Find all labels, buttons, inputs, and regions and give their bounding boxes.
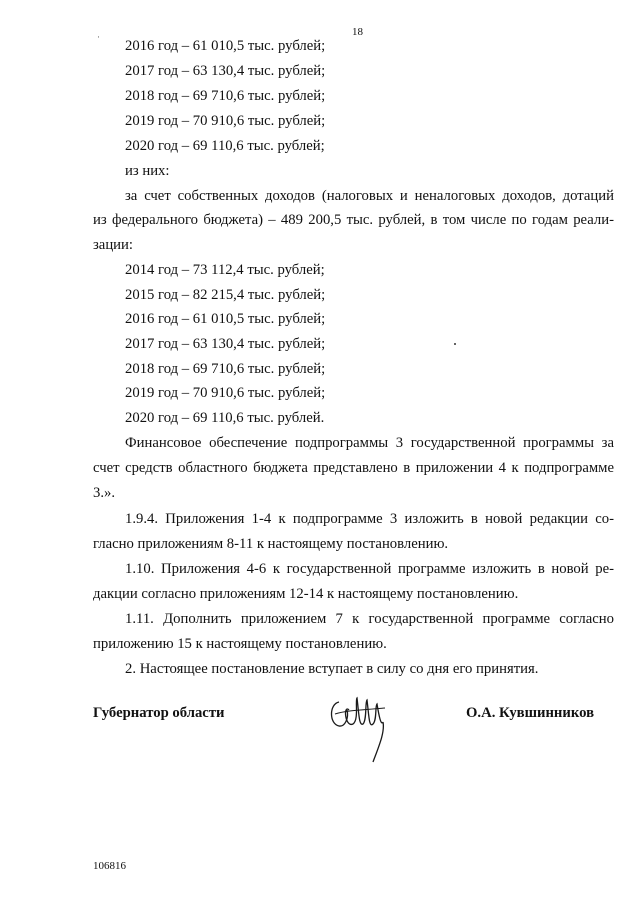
text-line: 2018 год – 69 710,6 тыс. рублей; bbox=[125, 361, 326, 377]
signature-icon bbox=[325, 680, 395, 765]
text-line: приложению 15 к настоящему постановлению. bbox=[93, 636, 387, 652]
text-line: 1.9.4. Приложения 1-4 к подпрограмме 3 изложить в новой редакции со- bbox=[125, 511, 614, 527]
text-line: 2017 год – 63 130,4 тыс. рублей; bbox=[125, 63, 326, 79]
text-line: дакции согласно приложениям 12-14 к настоящему постановлению. bbox=[93, 586, 519, 602]
stray-dot bbox=[454, 343, 456, 345]
text-line: 2018 год – 69 710,6 тыс. рублей; bbox=[125, 88, 326, 104]
text-line: за счет собственных доходов (налоговых и неналоговых доходов, дотаций bbox=[125, 188, 614, 204]
text-line: 2017 год – 63 130,4 тыс. рублей; bbox=[125, 336, 326, 352]
text-line: счет средств областного бюджета представлено в приложении 4 к подпрограмме bbox=[93, 460, 614, 476]
text-line: 3.». bbox=[93, 485, 116, 501]
text-line: 2020 год – 69 110,6 тыс. рублей; bbox=[125, 138, 325, 154]
text-line: 1.11. Дополнить приложением 7 к государственной программе согласно bbox=[125, 611, 614, 627]
text-line: из них: bbox=[125, 163, 170, 179]
text-line: зации: bbox=[93, 237, 133, 253]
text-line: 2014 год – 73 112,4 тыс. рублей; bbox=[125, 262, 325, 278]
text-line: 2. Настоящее постановление вступает в силу со дня его принятия. bbox=[125, 661, 539, 677]
corner-mark: · bbox=[97, 32, 100, 42]
text-line: 2016 год – 61 010,5 тыс. рублей; bbox=[125, 38, 326, 54]
text-line: 2019 год – 70 910,6 тыс. рублей; bbox=[125, 113, 326, 129]
text-line: гласно приложениям 8-11 к настоящему постановлению. bbox=[93, 536, 449, 552]
signature-title: Губернатор области bbox=[93, 705, 225, 721]
page-number: 18 bbox=[352, 26, 363, 38]
text-line: 1.10. Приложения 4-6 к государственной программе изложить в новой ре- bbox=[125, 561, 614, 577]
text-line: 2020 год – 69 110,6 тыс. рублей. bbox=[125, 410, 325, 426]
signature-name: О.А. Кувшинников bbox=[466, 705, 595, 721]
text-line: 2016 год – 61 010,5 тыс. рублей; bbox=[125, 311, 326, 327]
text-line: 2015 год – 82 215,4 тыс. рублей; bbox=[125, 287, 326, 303]
text-line: Финансовое обеспечение подпрограммы 3 государственной программы за bbox=[125, 435, 614, 451]
text-line: из федерального бюджета) – 489 200,5 тыс. рублей, в том числе по годам реали- bbox=[93, 212, 614, 228]
text-line: 2019 год – 70 910,6 тыс. рублей; bbox=[125, 385, 326, 401]
document-code: 106816 bbox=[93, 860, 126, 872]
